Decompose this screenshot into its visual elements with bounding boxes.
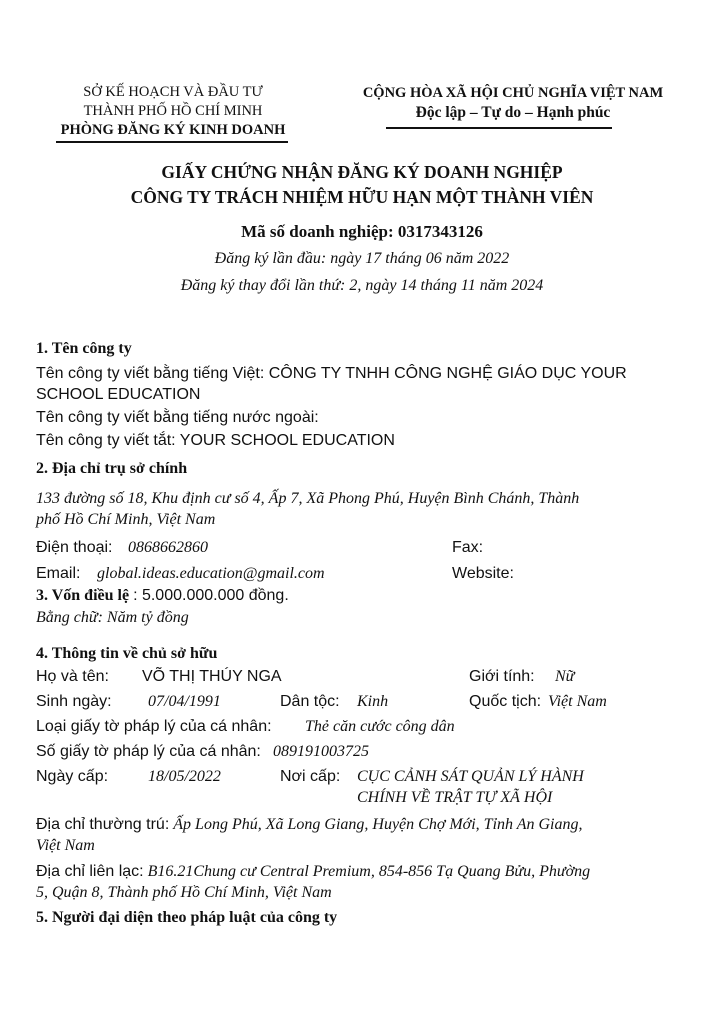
capital-in-words: Bằng chữ: Năm tỷ đồng [36,609,189,626]
address-line1: 133 đường số 18, Khu định cư số 4, Ấp 7, Xã Phong Phú, Huyện Bình Chánh, Thành [36,490,580,507]
issuer-agency: SỞ KẾ HOẠCH VÀ ĐẦU TƯ [83,84,263,100]
ethnicity-value: Kinh [357,693,389,710]
dob-label: Sinh ngày: [36,693,112,710]
permanent-address [36,815,583,835]
issue-place-line2: CHÍNH VỀ TRẬT TỰ XÃ HỘI [357,789,553,806]
id-type-label: Loại giấy tờ pháp lý của cá nhân: [36,718,272,735]
permanent-address-line2: Việt Nam [36,837,95,854]
company-name-foreign: Tên công ty viết bằng tiếng nước ngoài: [36,409,319,426]
permanent-address-line1: Ấp Long Phú, Xã Long Giang, Huyện Chợ Mới, Tỉnh An Giang, [173,816,583,833]
charter-capital [36,586,289,606]
company-name-short: Tên công ty viết tắt: YOUR SCHOOL EDUCATION [36,432,395,449]
first-registration: Đăng ký lần đầu: ngày 17 tháng 06 năm 2022 [214,250,510,267]
id-number-value: 089191003725 [273,743,369,760]
website-label: Website: [452,565,514,582]
issue-date-value: 18/05/2022 [148,768,221,785]
company-name-vn-line1: Tên công ty viết bằng tiếng Việt: CÔNG TY TNHH CÔNG NGHỆ GIÁO DỤC YOUR [36,365,627,382]
section5-heading: 5. Người đại diện theo pháp luật của công ty [36,909,338,926]
issuer-underline [56,141,288,143]
tax-code: Mã số doanh nghiệp: 0317343126 [241,222,483,241]
email-label: Email: [36,565,81,582]
owner-name-value: VÕ THỊ THÚY NGA [142,668,282,685]
section1-heading: 1. Tên công ty [36,340,132,357]
section2-heading: 2. Địa chỉ trụ sở chính [36,460,188,477]
contact-address-label: Địa chỉ liên lạc: [36,863,144,880]
email-value: global.ideas.education@gmail.com [97,565,325,582]
permanent-address-label: Địa chỉ thường trú: [36,816,170,833]
section4-heading: 4. Thông tin về chủ sở hữu [36,645,218,662]
ethnicity-label: Dân tộc: [280,693,340,710]
nationality-value: Việt Nam [548,693,607,710]
change-registration: Đăng ký thay đổi lần thứ: 2, ngày 14 tháng 11 năm 2024 [180,277,544,294]
address-line2: phố Hồ Chí Minh, Việt Nam [36,511,216,528]
national-title: CỘNG HÒA XÃ HỘI CHỦ NGHĨA VIỆT NAM [362,85,664,101]
id-type-value: Thẻ căn cước công dân [305,718,455,735]
contact-address [36,862,590,882]
capital-value: : 5.000.000.000 đồng. [133,587,289,604]
section3-heading: 3. Vốn điều lệ [36,587,130,604]
contact-address-line2: 5, Quận 8, Thành phố Hồ Chí Minh, Việt Nam [36,884,332,901]
fax-label: Fax: [452,539,484,556]
issuer-city: THÀNH PHỐ HỒ CHÍ MINH [83,103,263,119]
document-title: GIẤY CHỨNG NHẬN ĐĂNG KÝ DOANH NGHIỆP [161,162,563,182]
id-number-label: Số giấy tờ pháp lý của cá nhân: [36,743,261,760]
phone-label: Điện thoại: [36,539,113,556]
motto-underline [386,127,612,129]
owner-name-label: Họ và tên: [36,668,109,685]
gender-label: Giới tính: [469,668,535,685]
phone-value: 0868662860 [128,539,208,556]
nationality-label: Quốc tịch: [469,693,542,710]
issuer-office: PHÒNG ĐĂNG KÝ KINH DOANH [60,122,286,138]
dob-value: 07/04/1991 [148,693,221,710]
issue-date-label: Ngày cấp: [36,768,109,785]
issue-place-line1: CỤC CẢNH SÁT QUẢN LÝ HÀNH [357,768,584,785]
issue-place-label: Nơi cấp: [280,768,341,785]
gender-value: Nữ [555,668,575,685]
contact-address-line1: B16.21Chung cư Central Premium, 854-856 Tạ Quang Bửu, Phường [147,863,591,880]
company-type-title: CÔNG TY TRÁCH NHIỆM HỮU HẠN MỘT THÀNH VIÊN [130,187,594,207]
company-name-vn-line2: SCHOOL EDUCATION [36,386,201,403]
national-motto: Độc lập – Tự do – Hạnh phúc [415,104,611,121]
